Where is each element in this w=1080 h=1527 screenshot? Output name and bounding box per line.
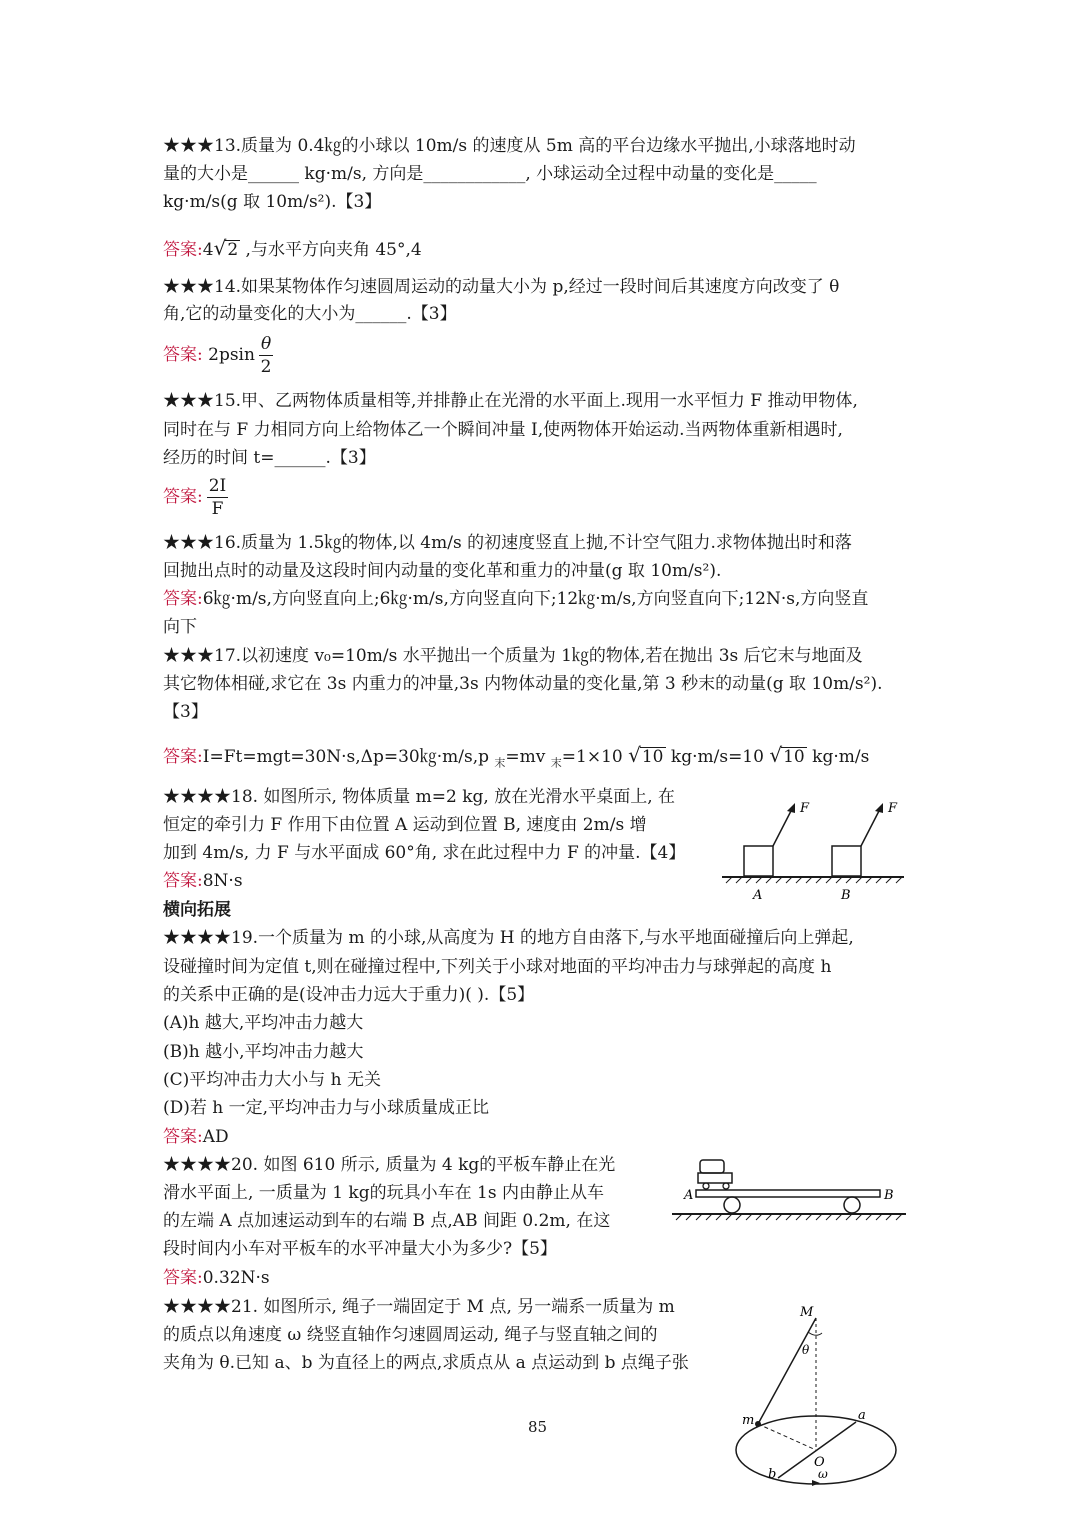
- toy-car-cab: [700, 1160, 724, 1173]
- answer-label: 答案:: [163, 747, 203, 767]
- block-a: [744, 846, 773, 876]
- label-theta: θ: [802, 1343, 810, 1357]
- p14-line2: 角,它的动量变化的大小为______.【3】: [163, 304, 457, 324]
- p14-answer: 答案: 2psin $\frac{\theta}{2}$: [163, 334, 272, 377]
- p16-answer-cont: 向下: [163, 617, 197, 637]
- p20-line1: ★★★★20. 如图 610 所示, 质量为 4 kg的平板车静止在光: [163, 1155, 616, 1175]
- fraction: $\frac{\theta}{2}$: [260, 334, 272, 377]
- p17-line1: ★★★17.以初速度 v₀=10m/s 水平抛出一个质量为 1㎏的物体,若在抛出 3s 后它末与地面及: [163, 646, 863, 666]
- p16-line2: 回抛出点时的动量及这段时间内动量的变化革和重力的冲量(g 取 10m/s²).: [163, 561, 722, 581]
- label-a: A: [753, 888, 763, 903]
- p19-line3: 的关系中正确的是(设冲击力远大于重力)( ).【5】: [163, 985, 535, 1005]
- toy-car-wheel: [723, 1183, 729, 1189]
- label-a: a: [858, 1408, 866, 1423]
- p14-line1: ★★★14.如果某物体作匀速圆周运动的动量大小为 p,经过一段时间后其速度方向改变了 θ: [163, 277, 840, 297]
- label-a: A: [684, 1188, 694, 1203]
- p15-line2: 同时在与 F 力相同方向上给物体乙一个瞬间冲量 I,使两物体开始运动.当两物体重新相遇时,: [163, 420, 843, 440]
- label-b: B: [841, 888, 851, 903]
- sqrt-sign: √: [769, 743, 783, 767]
- p18-answer: 答案:8N·s: [163, 871, 243, 891]
- fraction: $\frac{2I}{F}$: [208, 476, 227, 519]
- p21-line2: 的质点以角速度 ω 绕竖直轴作匀速圆周运动, 绳子与竖直轴之间的: [163, 1325, 658, 1345]
- p13-line1: ★★★13.质量为 0.4㎏的小球以 10m/s 的速度从 5m 高的平台边缘水平抛出,小球落地时动: [163, 136, 856, 156]
- radius-line: [758, 1424, 816, 1450]
- p18-line2: 恒定的牵引力 F 作用下由位置 A 运动到位置 B, 速度由 2m/s 增: [163, 815, 647, 835]
- answer-label: 答案:: [163, 487, 203, 507]
- p13-line3: kg·m/s(g 取 10m/s²).【3】: [163, 192, 382, 212]
- p18-line3: 加到 4m/s, 力 F 与水平面成 60°角, 求在此过程中力 F 的冲量.【4】: [163, 843, 686, 863]
- toy-car-body: [698, 1173, 732, 1183]
- rope: [758, 1318, 816, 1424]
- p19-option-a: (A)h 越大,平均冲击力越大: [163, 1013, 364, 1033]
- cart-wheel-right: [844, 1197, 860, 1213]
- sqrt-sign: √: [213, 236, 227, 260]
- force-arrow-a: [773, 809, 792, 846]
- sqrt-sign: √: [628, 743, 641, 767]
- answer-label: 答案:: [163, 1268, 203, 1288]
- p15-answer: [163, 475, 228, 520]
- label-m-mass: m: [742, 1413, 755, 1428]
- p19-option-c: (C)平均冲击力大小与 h 无关: [163, 1070, 382, 1090]
- section-heading: 横向拓展: [163, 900, 231, 920]
- p17-line2: 其它物体相碰,求它在 3s 内重力的冲量,3s 内物体动量的变化量,第 3 秒末的动量(g 取 10m/s²).: [163, 674, 883, 694]
- answer-label: 答案:: [163, 1127, 203, 1147]
- p19-line2: 设碰撞时间为定值 t,则在碰撞过程中,下列关于小球对地面的平均冲击力与球弹起的高度 h: [163, 957, 832, 977]
- p16-line1: ★★★16.质量为 1.5㎏的物体,以 4m/s 的初速度竖直上抛,不计空气阻力.求物体抛出时和落: [163, 533, 852, 553]
- p20-line3: 的左端 A 点加速运动到车的右端 B 点,AB 间距 0.2m, 在这: [163, 1211, 611, 1231]
- p18-figure: [716, 795, 910, 903]
- p20-answer: 答案:0.32N·s: [163, 1268, 270, 1288]
- label-m-point: M: [800, 1305, 814, 1320]
- cart-wheel-left: [724, 1197, 740, 1213]
- label-b: B: [884, 1188, 894, 1203]
- arrowhead-b: [875, 803, 883, 813]
- p20-line4: 段时间内小车对平板车的水平冲量大小为多少?【5】: [163, 1239, 557, 1259]
- arrowhead-a: [787, 803, 795, 813]
- p17-line3: 【3】: [163, 702, 208, 722]
- p21-line1: ★★★★21. 如图所示, 绳子一端固定于 M 点, 另一端系一质量为 m: [163, 1297, 675, 1317]
- p20-figure: [670, 1157, 910, 1229]
- force-arrow-b: [861, 809, 880, 846]
- label-f2: F: [888, 801, 898, 816]
- p20-line2: 滑水平面上, 一质量为 1 kg的玩具小车在 1s 内由静止从车: [163, 1183, 604, 1203]
- p21-line3: 夹角为 θ.已知 a、b 为直径上的两点,求质点从 a 点运动到 b 点绳子张: [163, 1353, 689, 1373]
- answer-label: 答案:: [163, 345, 203, 365]
- p19-option-d: (D)若 h 一定,平均冲击力与小球质量成正比: [163, 1098, 490, 1118]
- toy-car-wheel: [703, 1183, 709, 1189]
- p13-line2: 量的大小是______ kg·m/s, 方向是____________, 小球运动全过程中动量的变化是_____: [163, 164, 817, 184]
- p15-line1: ★★★15.甲、乙两物体质量相等,并排静止在光滑的水平面上.现用一水平恒力 F 推动甲物体,: [163, 391, 858, 411]
- block-b: [832, 846, 861, 876]
- p18-line1: ★★★★18. 如图所示, 物体质量 m=2 kg, 放在光滑水平桌面上, 在: [163, 787, 676, 807]
- p15-line3: 经历的时间 t=______.【3】: [163, 448, 376, 468]
- answer-label: 答案:: [163, 240, 203, 260]
- label-o: O: [814, 1455, 825, 1470]
- p19-answer: 答案:AD: [163, 1127, 229, 1147]
- p13-answer: 答案:4√2 ,与水平方向夹角 45°,4: [163, 236, 422, 260]
- p19-option-b: (B)h 越小,平均冲击力越大: [163, 1042, 364, 1062]
- label-f1: F: [800, 801, 810, 816]
- p16-answer: 答案:6㎏·m/s,方向竖直向上;6㎏·m/s,方向竖直向下;12㎏·m/s,方向竖直向下;12N·s,方向竖直: [163, 589, 869, 609]
- label-b: b: [768, 1467, 777, 1482]
- flatbed-cart: [696, 1190, 880, 1197]
- p19-line1: ★★★★19.一个质量为 m 的小球,从高度为 H 的地方自由落下,与水平地面碰撞后向上弹起,: [163, 928, 854, 948]
- angle-arc: [808, 1332, 822, 1335]
- label-omega: ω: [818, 1467, 828, 1481]
- p17-answer: 答案:I=Ft=mgt=30N·s,Δp=30㎏·m/s,p $_末$=mv $_末$=1×10 √10 kg·m/s=10 √10 kg·m/s: [163, 743, 870, 770]
- page-number: 85: [528, 1418, 548, 1436]
- p21-figure: [730, 1300, 905, 1493]
- answer-label: 答案:: [163, 589, 203, 609]
- answer-label: 答案:: [163, 871, 203, 891]
